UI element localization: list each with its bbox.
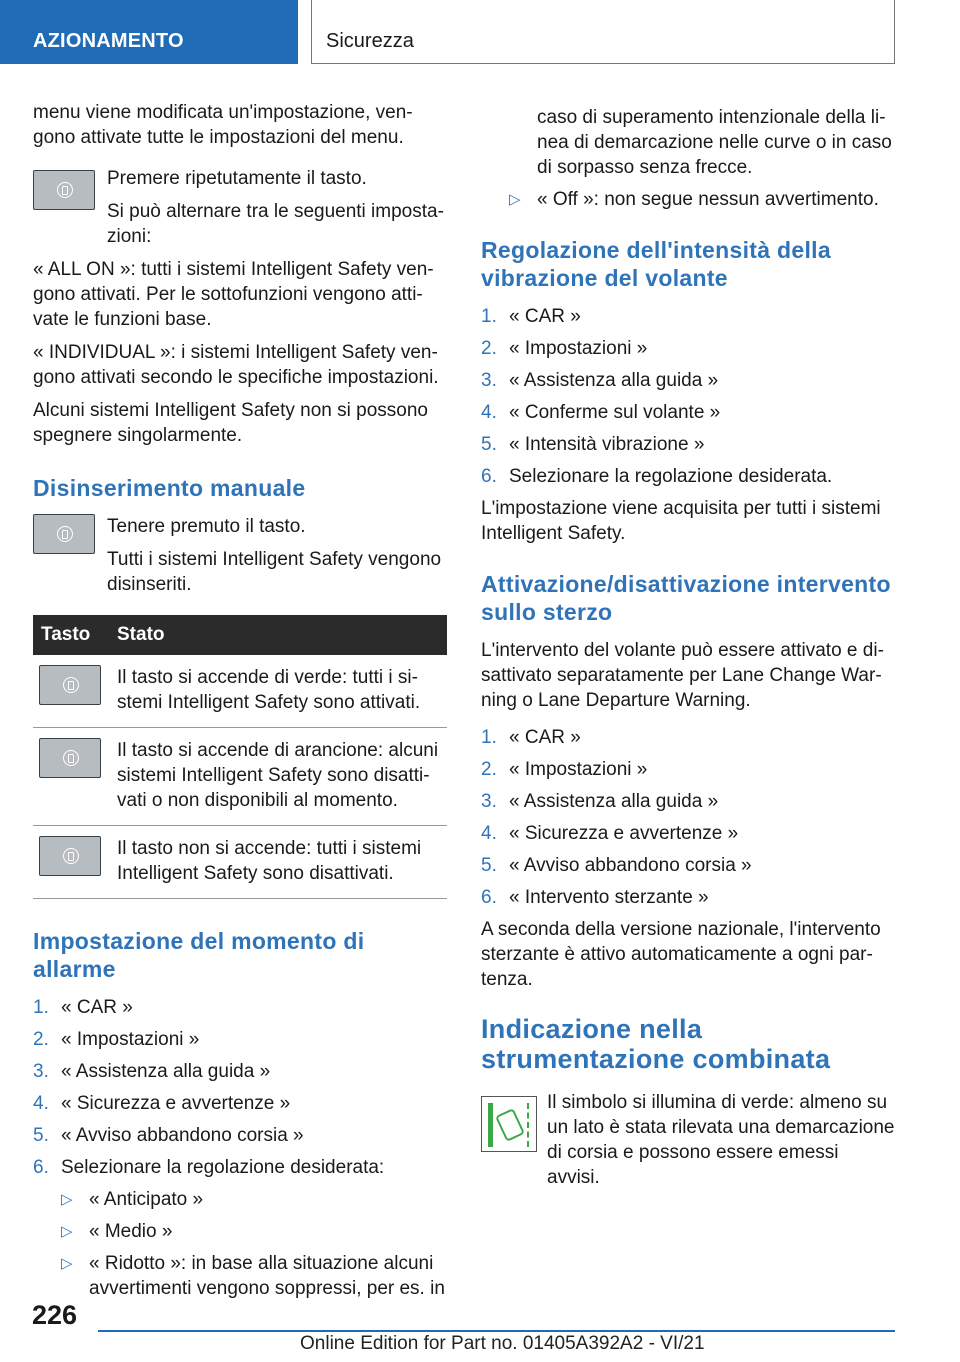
topic-title: Sicurezza bbox=[326, 30, 414, 52]
list-item: 6. « Intervento sterzante » bbox=[481, 887, 709, 908]
button-off-icon bbox=[39, 836, 101, 876]
continued-options bbox=[509, 105, 895, 212]
individual-text: « INDIVIDUAL »: i sistemi Intelligent Safety vengono attivati secondo le specifiche impostazioni. bbox=[33, 342, 439, 388]
footer-divider bbox=[98, 1330, 895, 1332]
list-item: 5. « Avviso abbandono corsia » bbox=[481, 855, 752, 876]
lane-assist-icon bbox=[481, 1096, 537, 1152]
press-repeat-block bbox=[33, 166, 447, 249]
heading-warning-time: Impostazione del momento di allarme bbox=[33, 928, 365, 982]
edition-text: Online Edition for Part no. 01405A392A2 - VI/21 bbox=[300, 1333, 705, 1354]
list-item: 4. « Sicurezza e avvertenze » bbox=[33, 1093, 291, 1114]
intelligent-safety-button-icon bbox=[33, 514, 95, 554]
col-header-key: Tasto bbox=[33, 615, 109, 655]
list-item: ▷ « Ridotto »: in base alla situazione alcuni avvertimenti vengono soppressi, per es. in bbox=[61, 1253, 445, 1299]
hold-text: Tenere premuto il tasto. bbox=[107, 516, 306, 537]
triangle-bullet-icon: ▷ bbox=[61, 1255, 73, 1272]
list-item: 6. Selezionare la regolazione desiderata: bbox=[33, 1157, 385, 1178]
list-item: 2. « Impostazioni » bbox=[33, 1029, 200, 1050]
all-off-text: Tutti i sistemi Intelligent Safety vengono disinseriti. bbox=[107, 549, 442, 595]
all-on-text: « ALL ON »: tutti i sistemi Intelligent Safety vengono attivati. Per le sottofunzioni vengono attivate le funzioni base. bbox=[33, 259, 434, 330]
steering-note: A seconda della versione nazionale, l'intervento sterzante è attivo automaticamente a ogni partenza. bbox=[481, 919, 881, 990]
alternate-text: Si può alternare tra le seguenti impostazioni: bbox=[107, 201, 444, 247]
list-item: caso di superamento intenzionale della linea di demarcazione nelle curve o in caso di sorpasso senza frecce. bbox=[537, 107, 892, 178]
button-orange-icon bbox=[39, 738, 101, 778]
table-row bbox=[33, 655, 447, 728]
section-title: AZIONAMENTO bbox=[33, 30, 184, 52]
hold-block bbox=[33, 514, 447, 597]
list-item: ▷ « Off »: non segue nessun avvertimento. bbox=[509, 189, 879, 210]
cluster-text: Il simbolo si illumina di verde: almeno su un lato è stata rilevata una demarcazione di corsia e possono essere emessi avvisi. bbox=[547, 1092, 895, 1188]
list-item: 1. « CAR » bbox=[481, 306, 581, 327]
steering-intro: L'intervento del volante può essere attivato e disattivato separatamente per Lane Change Warning o Lane Departure Warning. bbox=[481, 640, 884, 711]
list-item: 4. « Conferme sul volante » bbox=[481, 402, 721, 423]
list-item: 4. « Sicurezza e avvertenze » bbox=[481, 823, 739, 844]
steering-steps bbox=[481, 725, 895, 910]
table-row bbox=[33, 728, 447, 826]
state-text: Il tasto si accende di verde: tutti i sistemi Intelligent Safety sono attivati. bbox=[109, 655, 447, 728]
triangle-bullet-icon: ▷ bbox=[61, 1191, 73, 1208]
status-table bbox=[33, 615, 447, 899]
list-item: 6. Selezionare la regolazione desiderata. bbox=[481, 466, 833, 487]
intelligent-safety-button-icon bbox=[33, 170, 95, 210]
list-item: 1. « CAR » bbox=[481, 727, 581, 748]
warning-options bbox=[61, 1187, 447, 1301]
press-repeat-text: Premere ripetutamente il tasto. bbox=[107, 168, 367, 189]
list-item: 3. « Assistenza alla guida » bbox=[33, 1061, 271, 1082]
right-column bbox=[481, 100, 895, 1198]
list-item: 2. « Impostazioni » bbox=[481, 338, 648, 359]
list-item: 5. « Avviso abbandono corsia » bbox=[33, 1125, 304, 1146]
left-column bbox=[33, 100, 447, 1308]
applies-all-text: L'impostazione viene acquisita per tutti i sistemi Intelligent Safety. bbox=[481, 498, 881, 544]
heading-manual-off: Disinserimento manuale bbox=[33, 475, 306, 501]
table-row bbox=[33, 826, 447, 899]
list-item: 1. « CAR » bbox=[33, 997, 133, 1018]
heading-steering: Attivazione/disattivazione intervento sullo sterzo bbox=[481, 571, 891, 625]
intensity-steps bbox=[481, 304, 895, 489]
header-topic bbox=[311, 0, 895, 64]
list-item: 2. « Impostazioni » bbox=[481, 759, 648, 780]
some-systems-text: Alcuni sistemi Intelligent Safety non si possono spegnere singolarmente. bbox=[33, 400, 428, 446]
triangle-bullet-icon: ▷ bbox=[509, 191, 521, 208]
list-item: 3. « Assistenza alla guida » bbox=[481, 791, 719, 812]
cluster-block bbox=[481, 1090, 895, 1190]
list-item: 5. « Intensità vibrazione » bbox=[481, 434, 705, 455]
intro-paragraph: menu viene modificata un'impostazione, vengono attivate tutte le impostazioni del menu. bbox=[33, 102, 413, 148]
heading-cluster: Indicazione nella strumentazione combinata bbox=[481, 1014, 831, 1074]
warning-time-steps bbox=[33, 995, 447, 1180]
list-item: ▷ « Medio » bbox=[61, 1221, 173, 1242]
button-green-icon bbox=[39, 665, 101, 705]
list-item: ▷ « Anticipato » bbox=[61, 1189, 204, 1210]
state-text: Il tasto non si accende: tutti i sistemi Intelligent Safety sono disattivati. bbox=[109, 826, 447, 899]
state-text: Il tasto si accende di arancione: alcuni sistemi Intelligent Safety sono disattivati o non disponibili al momento. bbox=[109, 728, 447, 826]
heading-intensity: Regolazione dell'intensità della vibrazione del volante bbox=[481, 237, 831, 291]
header-section bbox=[0, 0, 298, 64]
col-header-state: Stato bbox=[109, 615, 447, 655]
list-item: 3. « Assistenza alla guida » bbox=[481, 370, 719, 391]
triangle-bullet-icon: ▷ bbox=[61, 1223, 73, 1240]
page-number: 226 bbox=[32, 1300, 78, 1330]
